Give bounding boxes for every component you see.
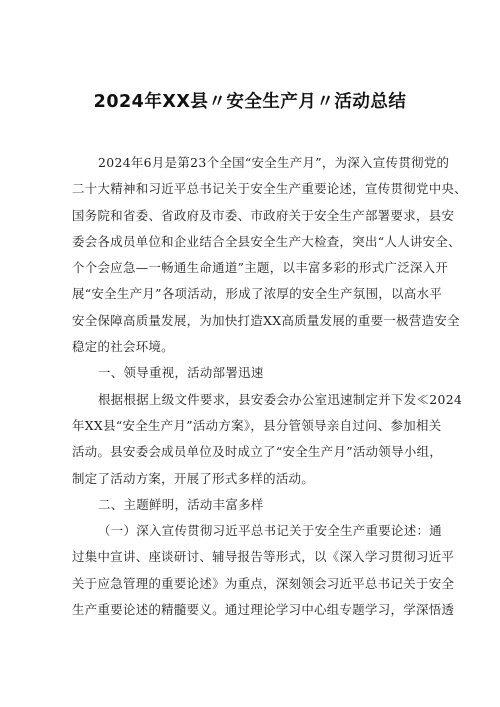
section-heading: 一、领导重视，活动部署迅速 [98, 365, 264, 381]
paragraph-line: 生产重要论述的精髓要义。通过理论学习中心组专题学习，学深悟透 [72, 602, 455, 618]
paragraph-line: 过集中宣讲、座谈研讨、辅导报告等形式，以《深入学习贯彻习近平 [72, 549, 455, 565]
paragraph-line: 展“安全生产月”各项活动，形成了浓厚的安全生产氛围，以高水平 [72, 286, 443, 302]
paragraph-line: （一）深入宣传贯彻习近平总书记关于安全生产重要论述：通 [98, 523, 442, 539]
paragraph-line: 活动。县安委会成员单位及时成立了“安全生产月”活动领导小组， [72, 444, 443, 460]
document-title: 2024年XX县〃安全生产月〃活动总结 [93, 92, 407, 112]
paragraph-line: 稳定的社会环境。 [72, 339, 174, 355]
section-heading: 二、主题鲜明，活动丰富多样 [98, 496, 264, 512]
paragraph-line: 根据根据上级文件要求，县安委会办公室迅速制定并下发≪2024 [98, 391, 463, 407]
paragraph-line: 2024年6月是第23个全国“安全生产月”，为深入宣传贯彻党的 [98, 155, 450, 170]
paragraph-line: 安全保障高质量发展，为加快打造XX高质量发展的重要一极营造安全 [72, 312, 460, 328]
paragraph-line: 制定了活动方案，开展了形式多样的活动。 [72, 470, 315, 486]
paragraph-line: 国务院和省委、省政府及市委、市政府关于安全生产部署要求，县安 [72, 207, 455, 223]
paragraph-line: 年XX县“安全生产月”活动方案》，县分管领导亲自过问、参加相关 [72, 417, 442, 433]
paragraph-line: 二十大精神和习近平总书记关于安全生产重要论述，宣传贯彻党中央、 [72, 181, 467, 197]
paragraph-line: 关于应急管理的重要论述》为重点，深刻领会习近平总书记关于安全 [72, 575, 455, 591]
document-body [72, 150, 467, 623]
paragraph-line: 委会各成员单位和企业结合全县安全生产大检查，突出“人人讲安全、 [72, 233, 461, 249]
paragraph-line: 个个会应急—一畅通生命通道”主题，以丰富多彩的形式广泛深入开 [72, 260, 449, 276]
